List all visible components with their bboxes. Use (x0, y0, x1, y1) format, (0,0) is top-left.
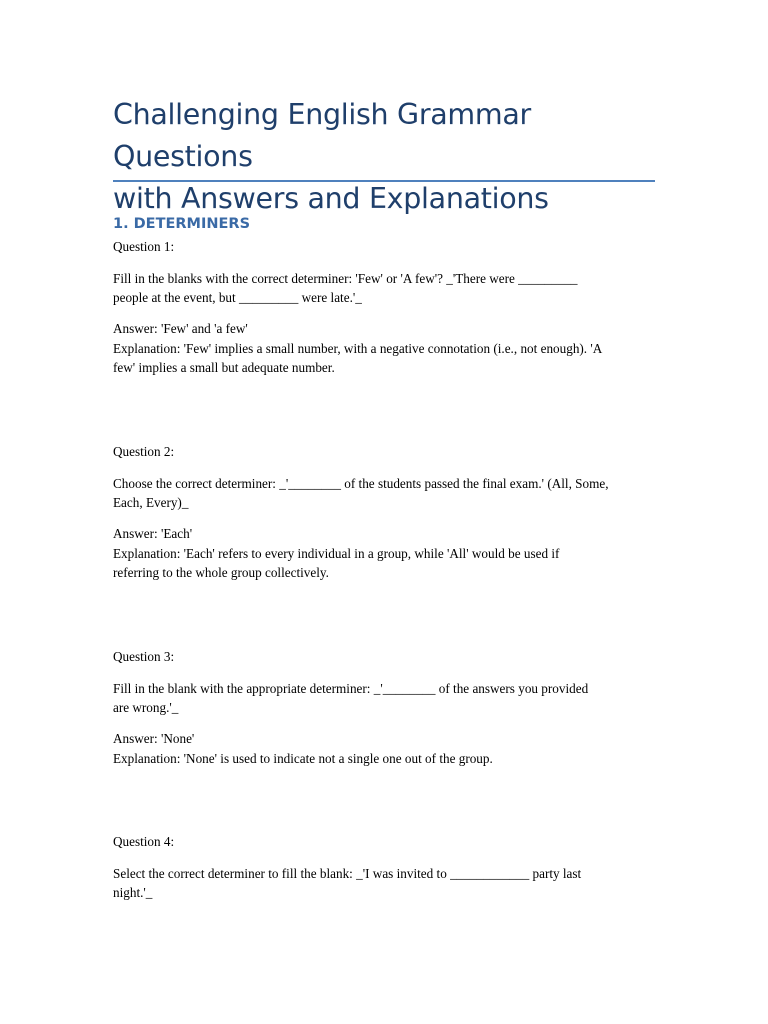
question-3-prompt (113, 679, 658, 718)
question-4-prompt-line-1: Select the correct determiner to fill the blank: _'I was invited to ____________ party last (113, 866, 582, 881)
question-3-answer: Answer: 'None' (113, 731, 195, 746)
question-2-prompt (113, 474, 658, 513)
question-3-prompt-line-1: Fill in the blank with the appropriate determiner: _'________ of the answers you provided (113, 681, 589, 696)
title-line-1: Challenging English Grammar Questions (113, 98, 531, 173)
question-1-prompt-line-2: people at the event, but _________ were late.'_ (113, 290, 362, 306)
question-1-prompt-line-1: Fill in the blanks with the correct determiner: 'Few' or 'A few'? _'There were _________ (113, 271, 578, 286)
title-divider (113, 180, 655, 182)
question-1-explanation (113, 339, 658, 378)
question-2-prompt-line-2: Each, Every)_ (113, 495, 189, 511)
question-2-explanation-line-1: Explanation: 'Each' refers to every individual in a group, while 'All' would be used if (113, 546, 560, 561)
question-1-explanation-line-2: few' implies a small but adequate number. (113, 360, 335, 376)
question-1-answer: Answer: 'Few' and 'a few' (113, 321, 248, 336)
question-3-explanation-line-1: Explanation: 'None' is used to indicate not a single one out of the group. (113, 751, 493, 766)
question-2-label: Question 2: (113, 444, 175, 459)
question-3-label: Question 3: (113, 649, 175, 664)
title-line-2: with Answers and Explanations (113, 182, 549, 215)
document-title (113, 94, 673, 220)
question-1-explanation-line-1: Explanation: 'Few' implies a small number, with a negative connotation (i.e., not enough). 'A (113, 341, 603, 356)
question-2-explanation (113, 544, 658, 583)
question-2-answer: Answer: 'Each' (113, 526, 193, 541)
question-2-prompt-line-1: Choose the correct determiner: _'________ of the students passed the final exam.' (All, Some, (113, 476, 609, 491)
question-4-prompt-line-2: night.'_ (113, 885, 153, 901)
question-3-prompt-line-2: are wrong.'_ (113, 700, 179, 716)
question-4-label: Question 4: (113, 834, 175, 849)
question-4-prompt (113, 864, 658, 903)
question-1-label: Question 1: (113, 239, 175, 254)
question-2-explanation-line-2: referring to the whole group collectively. (113, 565, 329, 581)
section-heading: 1. DETERMINERS (113, 216, 251, 232)
question-1-prompt (113, 269, 658, 308)
question-3-explanation (113, 749, 658, 768)
